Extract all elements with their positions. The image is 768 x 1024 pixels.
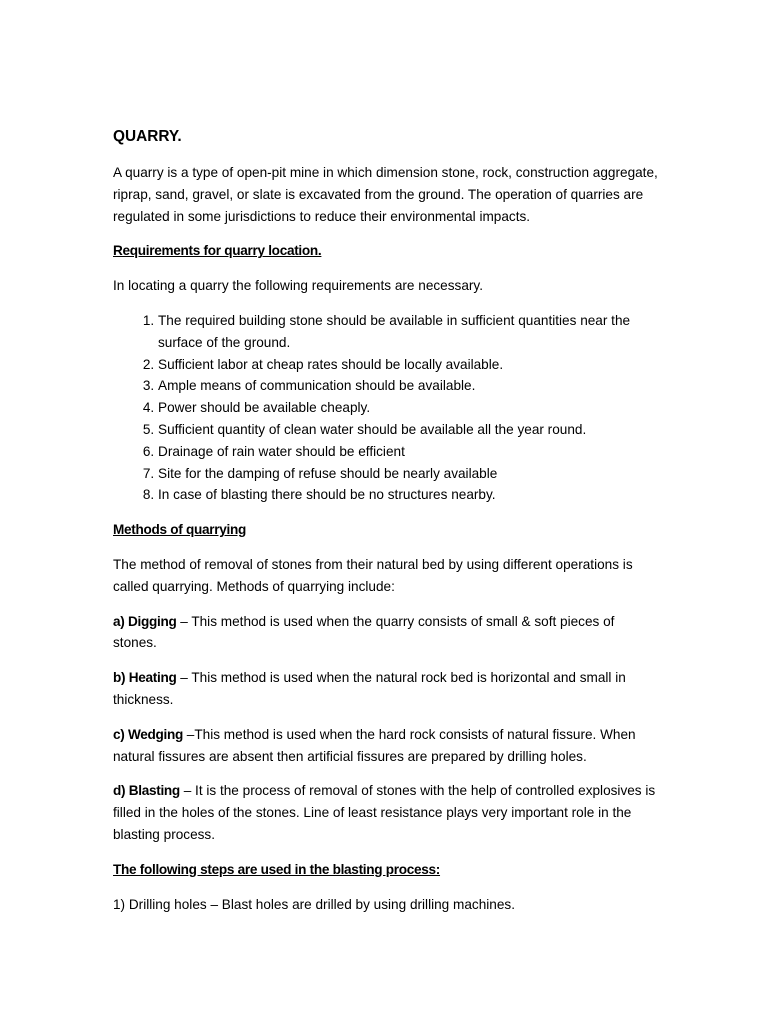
method-blasting (113, 780, 658, 845)
blasting-step: 1) Drilling holes – Blast holes are drilled by using drilling machines. (113, 896, 515, 912)
methods-heading: Methods of quarrying (113, 522, 246, 538)
requirement-item: 8. In case of blasting there should be no structures nearby. (158, 484, 658, 506)
method-description: – This method is used when the natural rock bed is horizontal and small in thickness. (113, 670, 626, 707)
requirement-item: 7. Site for the damping of refuse should be nearly available (158, 463, 658, 485)
requirements-lead: In locating a quarry the following requirements are necessary. (113, 278, 483, 294)
method-description: –This method is used when the hard rock consists of natural fissure. When natural fissures are absent then artificial fissures are prepared by drilling holes. (113, 726, 636, 764)
method-wedging (113, 724, 658, 768)
requirement-item: 2. Sufficient labor at cheap rates should be locally available. (158, 354, 658, 376)
method-digging (113, 611, 658, 655)
method-description: – It is the process of removal of stones with the help of controlled explosives is filled in the holes of the stones. Line of least resistance plays very important role in the blasting process. (113, 783, 656, 842)
method-label: d) Blasting (113, 783, 180, 799)
document-title: QUARRY. (113, 128, 182, 145)
method-label: b) Heating (113, 670, 177, 686)
requirements-heading: Requirements for quarry location. (113, 243, 322, 259)
blasting-heading: The following steps are used in the blasting process: (113, 861, 441, 877)
requirement-item: 5. Sufficient quantity of clean water should be available all the year round. (158, 419, 658, 441)
method-label: c) Wedging (113, 726, 184, 742)
method-label: a) Digging (113, 613, 177, 629)
document-page (113, 126, 658, 928)
requirement-item: 4. Power should be available cheaply. (158, 397, 658, 419)
intro-paragraph: A quarry is a type of open-pit mine in which dimension stone, rock, construction aggregate, riprap, sand, gravel, or slate is excavated from the ground. The operation of quarries are regulated in some jurisdictions to reduce their environmental impacts. (113, 165, 658, 224)
requirements-list (113, 310, 658, 506)
requirement-item: 1. The required building stone should be available in sufficient quantities near the surface of the ground. (158, 310, 658, 354)
requirement-item: 3. Ample means of communication should be available. (158, 375, 658, 397)
requirement-item: 6. Drainage of rain water should be efficient (158, 441, 658, 463)
methods-lead: The method of removal of stones from their natural bed by using different operations is called quarrying. Methods of quarrying include: (113, 556, 633, 594)
method-heating (113, 667, 658, 711)
method-description: – This method is used when the quarry consists of small & soft pieces of stones. (113, 613, 615, 651)
